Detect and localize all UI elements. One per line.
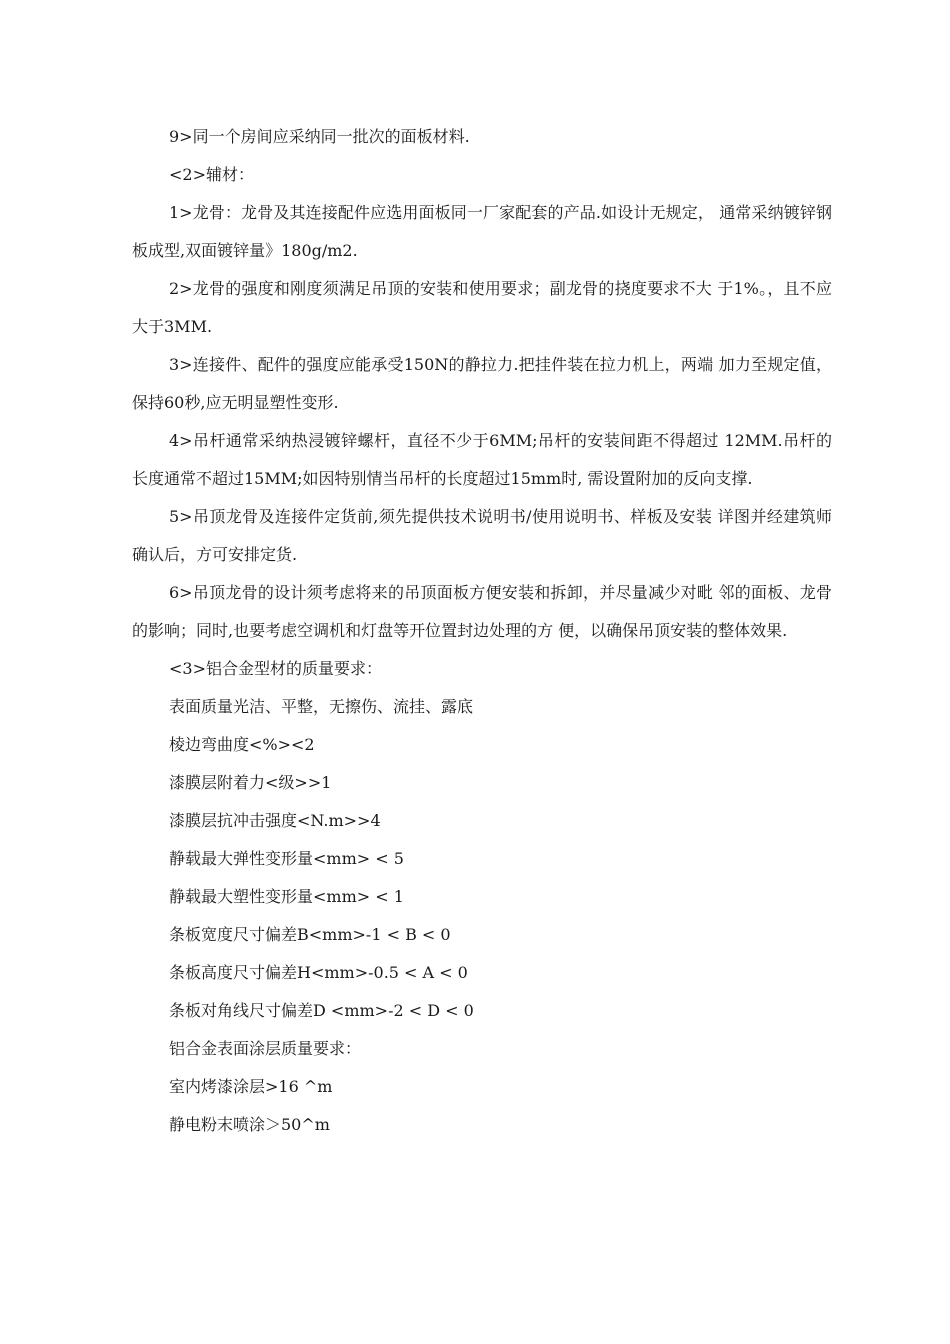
spec-width-deviation: 条板宽度尺寸偏差B<mm>-1 < B < 0 xyxy=(169,925,451,944)
spec-film-adhesion: 漆膜层附着力<级>>1 xyxy=(169,773,332,792)
spec-elastic-deformation: 静载最大弹性变形量<mm> < 5 xyxy=(169,849,404,868)
heading-aluminum-quality: <3>铝合金型材的质量要求： xyxy=(169,659,382,678)
spec-plastic-deformation: 静载最大塑性变形量<mm> < 1 xyxy=(169,887,404,906)
paragraph-connectors: 3>连接件、配件的强度应能承受150N的静拉力.把挂件装在拉力机上，两端 加力至规定值，保持60秒,应无明显塑性变形. xyxy=(132,355,832,412)
spec-diagonal-deviation: 条板对角线尺寸偏差D <mm>-2 < D < 0 xyxy=(169,1001,474,1020)
spec-powder-coating: 静电粉末喷涂＞50^m xyxy=(169,1115,330,1134)
paragraph-ordering: 5>吊顶龙骨及连接件定货前,须先提供技术说明书/使用说明书、样板及安装 详图并经建筑师确认后，方可安排定货. xyxy=(132,507,832,564)
paragraph-9-same-batch: 9>同一个房间应采纳同一批次的面板材料. xyxy=(169,127,470,146)
spec-edge-bending: 棱边弯曲度<%><2 xyxy=(169,735,315,754)
document-body xyxy=(132,118,832,1144)
spec-height-deviation: 条板高度尺寸偏差H<mm>-0.5 < A < 0 xyxy=(169,963,468,982)
paragraph-keel: 1>龙骨：龙骨及其连接配件应选用面板同一厂家配套的产品.如设计无规定， 通常采纳镀锌钢板成型,双面镀锌量》180g/m2. xyxy=(132,203,832,260)
paragraph-hanger-rods: 4>吊杆通常采纳热浸镀锌螺杆，直径不少于6MM;吊杆的安装间距不得超过 12MM.吊杆的长度通常不超过15MM;如因特别情当吊杆的长度超过15mm时, 需设置附加的反向支撑. xyxy=(132,431,832,488)
heading-auxiliary-materials: <2>辅材： xyxy=(169,165,254,184)
paragraph-keel-strength: 2>龙骨的强度和刚度须满足吊顶的安装和使用要求；副龙骨的挠度要求不大 于1%。，且不应大于3MM. xyxy=(132,279,832,336)
spec-baking-coating: 室内烤漆涂层>16 ^m xyxy=(169,1077,333,1096)
heading-coating-quality: 铝合金表面涂层质量要求： xyxy=(169,1039,362,1058)
paragraph-keel-design: 6>吊顶龙骨的设计须考虑将来的吊顶面板方便安装和拆卸，并尽量减少对毗 邻的面板、龙骨的影响；同时,也要考虑空调机和灯盘等开位置封边处理的方 便，以确保吊顶安装的整体效果. xyxy=(132,583,832,640)
spec-film-impact: 漆膜层抗冲击强度<N.m>>4 xyxy=(169,811,381,830)
spec-surface-quality: 表面质量光洁、平整，无擦伤、流挂、露底 xyxy=(169,697,474,716)
